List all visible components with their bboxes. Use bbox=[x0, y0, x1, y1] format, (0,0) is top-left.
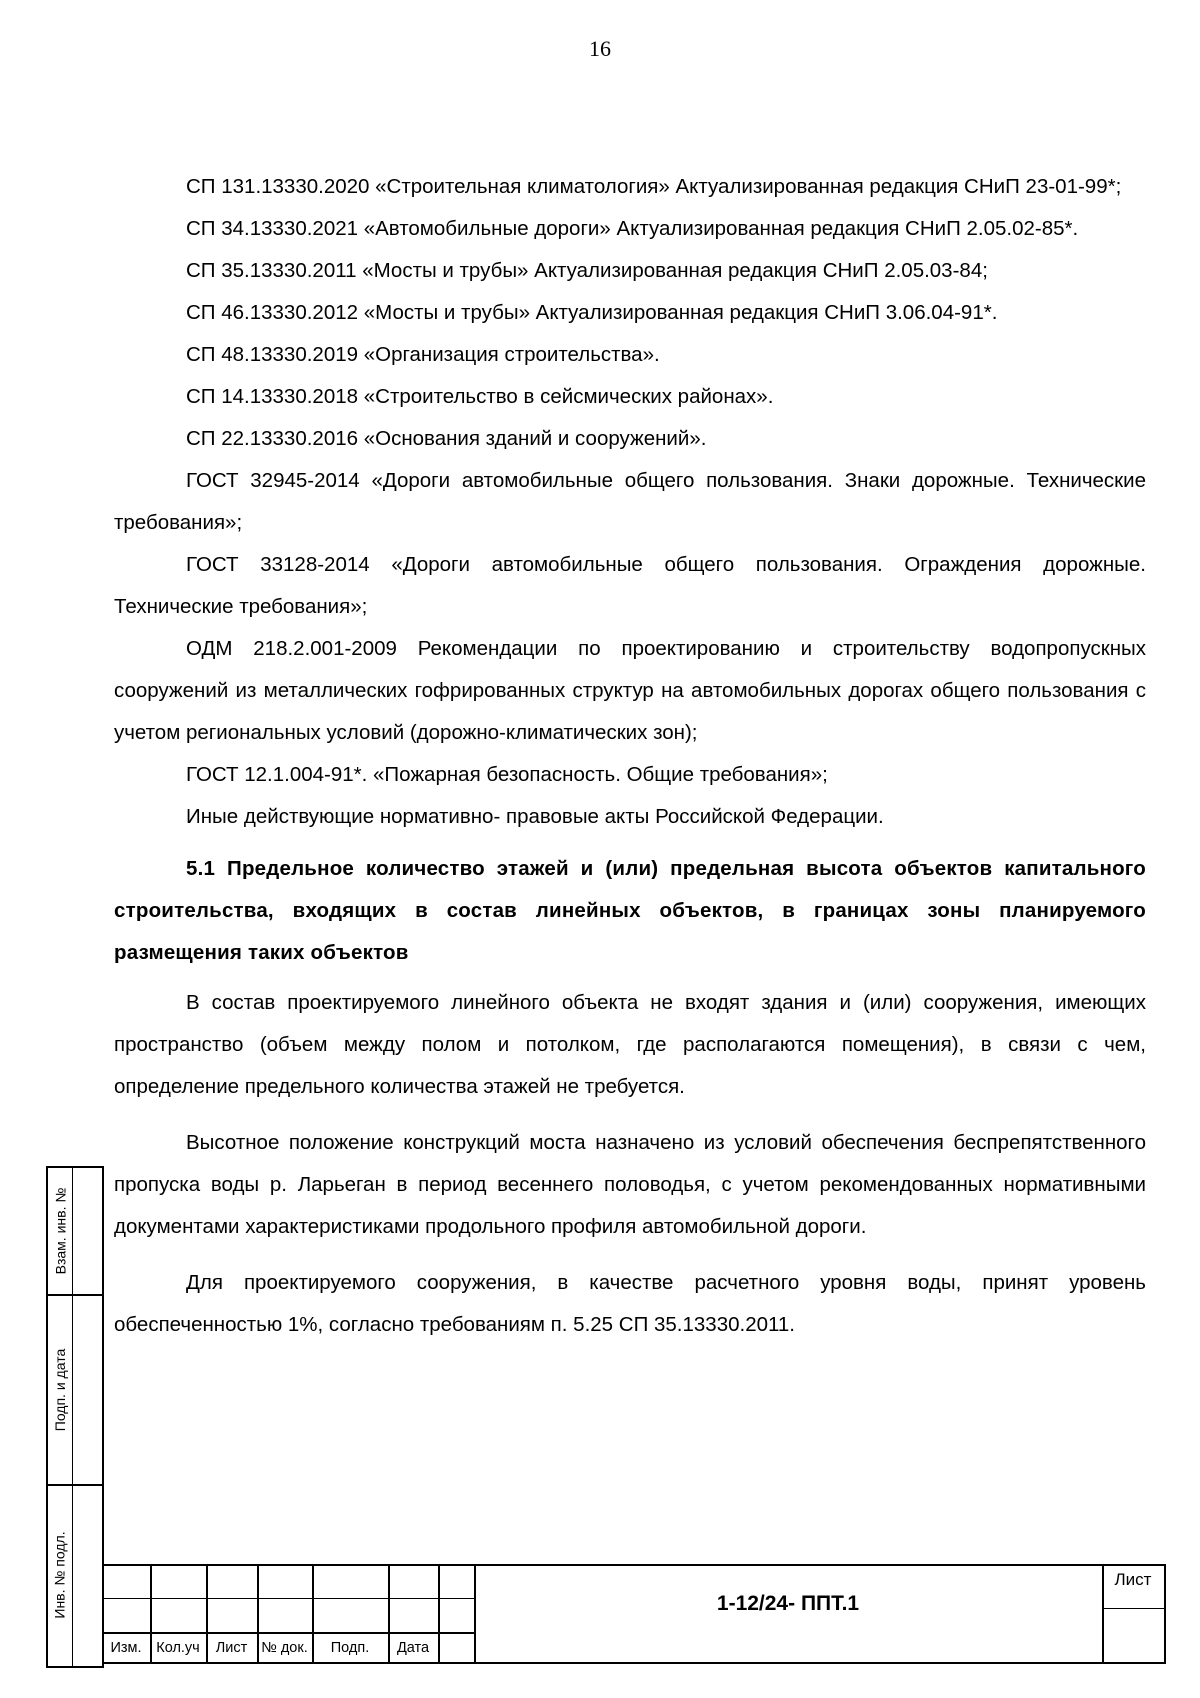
title-block bbox=[102, 1564, 1166, 1664]
section-heading: 5.1 Предельное количество этажей и (или) предельная высота объектов капитального строительства, входящих в состав линейных объектов, в границах зоны планируемого размещения таких объектов bbox=[114, 857, 1146, 964]
normative-ref-9: ГОСТ 33128-2014 «Дороги автомобильные общего пользования. Ограждения дорожные. Технические требования»; bbox=[114, 553, 1146, 618]
normative-ref-1: СП 131.13330.2020 «Строительная климатология» Актуализированная редакция СНиП 23-01-99*; bbox=[186, 175, 1122, 198]
normative-ref-7: СП 22.13330.2016 «Основания зданий и сооружений». bbox=[186, 427, 707, 450]
normative-ref-8: ГОСТ 32945-2014 «Дороги автомобильные общего пользования. Знаки дорожные. Технические требования»; bbox=[114, 469, 1146, 534]
page-number: 16 bbox=[589, 36, 611, 61]
normative-ref-5: СП 48.13330.2019 «Организация строительства». bbox=[186, 343, 660, 366]
sheet-label: Лист bbox=[1114, 1570, 1152, 1589]
normative-ref-3: СП 35.13330.2011 «Мосты и трубы» Актуализированная редакция СНиП 2.05.03-84; bbox=[186, 259, 988, 282]
section-paragraph-2: Высотное положение конструкций моста назначено из условий обеспечения беспрепятственного пропуска воды р. Ларьеган в период весеннего половодья, с учетом рекомендованных нормативными документами характеристиками продольного профиля автомобильной дороги. bbox=[114, 1131, 1146, 1238]
col-label-izm: Изм. bbox=[110, 1640, 142, 1656]
document-code: 1-12/24- ППТ.1 bbox=[716, 1592, 860, 1615]
normative-ref-2: СП 34.13330.2021 «Автомобильные дороги» Актуализированная редакция СНиП 2.05.02-85*. bbox=[186, 217, 1079, 240]
col-label-podp: Подп. bbox=[330, 1640, 370, 1656]
normative-ref-11: ГОСТ 12.1.004-91*. «Пожарная безопасность. Общие требования»; bbox=[186, 763, 828, 786]
side-label-sign-date: Подп. и дата bbox=[52, 1348, 68, 1432]
side-stamp bbox=[46, 1166, 104, 1668]
section-paragraph-1: В состав проектируемого линейного объекта не входят здания и (или) сооружения, имеющих пространство (объем между полом и потолком, где располагаются помещения), в связи с чем, определение предельного количества этажей не требуется. bbox=[114, 991, 1146, 1098]
side-label-replaced-inv: Взам. инв. № bbox=[52, 1187, 69, 1275]
section-paragraph-3: Для проектируемого сооружения, в качестве расчетного уровня воды, принят уровень обеспеченностью 1%, согласно требованиям п. 5.25 СП 35.13330.2011. bbox=[114, 1271, 1146, 1336]
col-label-kol-uch: Кол.уч bbox=[156, 1640, 200, 1656]
normative-ref-4: СП 46.13330.2012 «Мосты и трубы» Актуализированная редакция СНиП 3.06.04-91*. bbox=[186, 301, 998, 324]
document-body bbox=[114, 166, 1146, 1346]
normative-ref-6: СП 14.13330.2018 «Строительство в сейсмических районах». bbox=[186, 385, 774, 408]
col-label-data: Дата bbox=[396, 1640, 430, 1656]
side-label-original-inv: Инв. № подл. bbox=[52, 1531, 68, 1619]
normative-ref-10: ОДМ 218.2.001-2009 Рекомендации по проектированию и строительству водопропускных сооружений из металлических гофрированных структур на автомобильных дорогах общего пользования с учетом региональных условий (дорожно-климатических зон); bbox=[114, 637, 1146, 744]
col-label-doc-no: № док. bbox=[261, 1640, 308, 1656]
normative-ref-12: Иные действующие нормативно- правовые акты Российской Федерации. bbox=[186, 805, 884, 828]
col-label-list: Лист bbox=[215, 1640, 248, 1656]
